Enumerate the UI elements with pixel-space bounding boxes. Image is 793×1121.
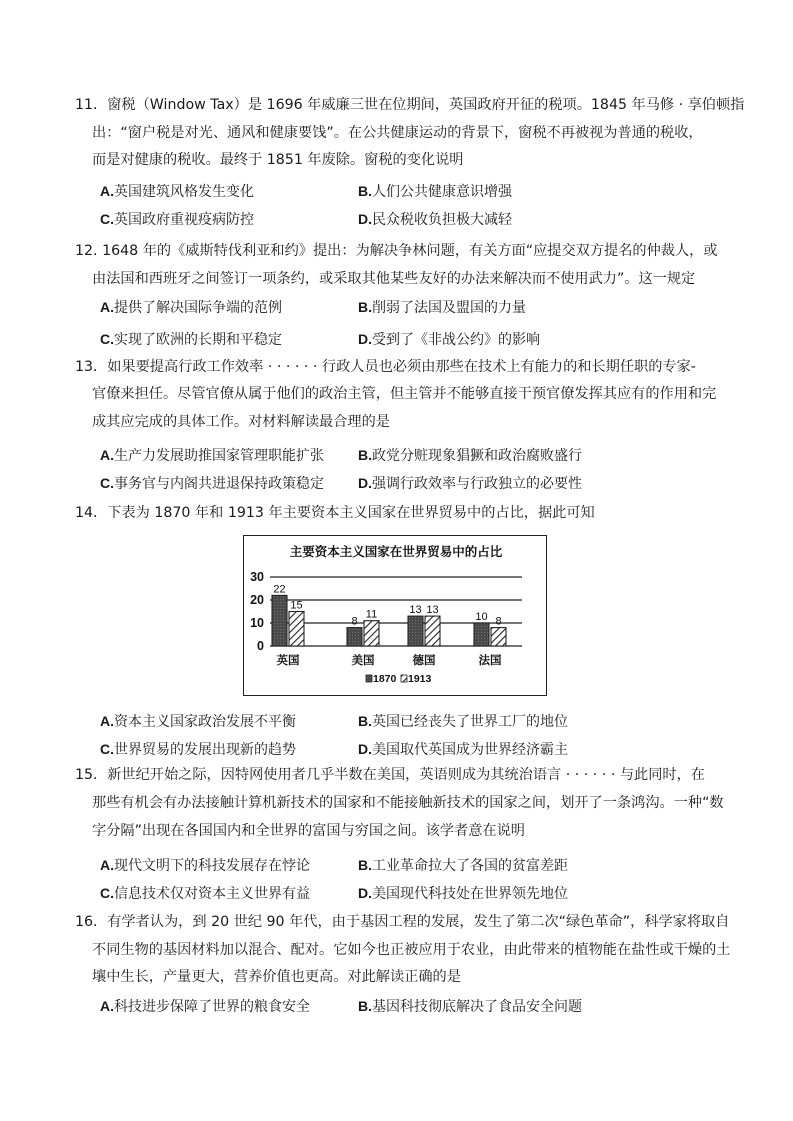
q11-line-3: 而是对健康的税收。最终于 1851 年废除。窗税的变化说明: [92, 152, 464, 168]
option-text: 资本主义国家政治发展不平衡: [114, 714, 296, 730]
option-text: 英国政府重视疫病防控: [114, 212, 254, 228]
option-text: 科技进步保障了世界的粮食安全: [114, 999, 310, 1015]
q15-line-3: 字分隔”出现在各国国内和全世界的富国与穷国之间。该学者意在说明: [92, 823, 525, 839]
option-label: D.: [358, 885, 372, 901]
option-label: B.: [358, 299, 372, 315]
chart-title: 主要资本主义国家在世界贸易中的占比: [289, 544, 503, 559]
option-text: 美国取代英国成为世界经济霸主: [372, 742, 568, 758]
q12-option-c: [100, 329, 282, 350]
option-text: 生产力发展助推国家管理职能扩张: [114, 448, 324, 464]
legend-swatch-1913: [401, 675, 407, 682]
data-label: 13: [409, 604, 422, 617]
option-text: 民众税收负担极大减轻: [372, 212, 512, 228]
option-label: B.: [358, 857, 372, 873]
legend-swatch-1870: [366, 675, 372, 682]
option-text: 工业革命拉大了各国的贫富差距: [372, 858, 568, 874]
q15-option-a: [100, 855, 310, 876]
option-label: A.: [100, 857, 114, 873]
option-label: C.: [100, 475, 114, 491]
q11-line-1: 11．窗税（Window Tax）是 1696 年威廉三世在位期间，英国政府开征的税项。1845 年马修 · 享伯顿指: [75, 97, 745, 113]
q15-option-c: [100, 883, 310, 904]
bar-1913-德国: [425, 616, 440, 646]
q15-option-b: [358, 855, 568, 876]
q15-line-1: 15．新世纪开始之际，因特网使用者几乎半数在美国，英语则成为其统治语言 · · · · · · 与此同时，在: [75, 767, 705, 783]
bar-1913-法国: [491, 628, 506, 646]
q15-option-d: [358, 883, 568, 904]
category-label: 美国: [351, 653, 375, 667]
option-label: D.: [358, 475, 372, 491]
q14-option-b: [358, 711, 568, 732]
q12-option-b: [358, 297, 526, 318]
q12-option-d: [358, 329, 540, 350]
q13-option-b: [358, 445, 582, 466]
q13-line-1: 13．如果要提高行政工作效率 · · · · · · 行政人员也必须由那些在技术上有能力的和长期任职的专家-: [75, 359, 696, 375]
bar-1913-美国: [364, 621, 379, 646]
q16-line-3: 壤中生长，产量更大，营养价值也更高。对此解读正确的是: [92, 969, 461, 985]
option-label: C.: [100, 885, 114, 901]
option-text: 英国建筑风格发生变化: [114, 184, 254, 200]
y-tick-label: 10: [250, 616, 264, 630]
bar-1870-美国: [347, 628, 362, 646]
q14-option-a: [100, 711, 296, 732]
q15-line-2: 那些有机会有办法接触计算机新技术的国家和不能接触新技术的国家之间，划开了一条鸿沟。一种“数: [92, 795, 724, 811]
q14-option-c: [100, 739, 296, 760]
option-text: 受到了《非战公约》的影响: [372, 332, 540, 348]
trade-share-chart: [243, 535, 547, 696]
option-label: A.: [100, 183, 114, 199]
bar-1870-法国: [474, 623, 489, 646]
option-label: D.: [358, 331, 372, 347]
option-text: 强调行政效率与行政独立的必要性: [372, 476, 582, 492]
option-text: 事务官与内阁共进退保持政策稳定: [114, 476, 324, 492]
option-text: 政党分赃现象猖獗和政治腐败盛行: [372, 448, 582, 464]
q16-option-a: [100, 996, 310, 1017]
option-label: B.: [358, 998, 372, 1014]
q14-line-1: 14．下表为 1870 年和 1913 年主要资本主义国家在世界贸易中的占比，据此可知: [75, 505, 595, 521]
data-label: 8: [495, 615, 502, 628]
option-label: B.: [358, 713, 372, 729]
option-label: A.: [100, 447, 114, 463]
y-tick-label: 0: [257, 639, 264, 653]
option-label: A.: [100, 713, 114, 729]
data-label: 11: [365, 608, 378, 621]
legend-label: 1870: [373, 673, 397, 685]
q12-line-1: 12. 1648 年的《威斯特伐利亚和约》提出：为解决争林问题，有关方面“应提交双方提名的仲裁人，或: [75, 243, 718, 259]
option-text: 基因科技彻底解决了食品安全问题: [372, 999, 582, 1015]
bar-1870-德国: [408, 616, 423, 646]
q11-option-b: [358, 181, 512, 202]
data-label: 8: [351, 615, 358, 628]
option-text: 实现了欧洲的长期和平稳定: [114, 332, 282, 348]
option-label: A.: [100, 299, 114, 315]
data-label: 10: [475, 611, 488, 623]
option-label: D.: [358, 211, 372, 227]
option-text: 信息技术仅对资本主义世界有益: [114, 886, 310, 902]
option-label: C.: [100, 741, 114, 757]
legend-label: 1913: [408, 673, 432, 685]
q11-option-c: [100, 209, 254, 230]
y-tick-label: 30: [250, 570, 264, 584]
category-label: 德国: [412, 653, 436, 667]
category-label: 法国: [478, 653, 502, 667]
option-text: 英国已经丧失了世界工厂的地位: [372, 714, 568, 730]
option-label: C.: [100, 331, 114, 347]
q13-option-d: [358, 473, 582, 494]
option-text: 世界贸易的发展出现新的趋势: [114, 742, 296, 758]
data-label: 13: [426, 604, 439, 617]
q13-option-c: [100, 473, 324, 494]
q12-option-a: [100, 297, 282, 318]
data-label: 15: [290, 599, 303, 612]
option-text: 现代文明下的科技发展存在悖论: [114, 858, 310, 874]
q16-line-2: 不同生物的基因材料加以混合、配对。它如今也正被应用于农业，由此带来的植物能在盐性或干燥的土: [92, 942, 731, 958]
q14-option-d: [358, 739, 568, 760]
q11-option-a: [100, 181, 254, 202]
y-tick-label: 20: [250, 593, 264, 607]
q11-option-d: [358, 209, 512, 230]
q16-line-1: 16．有学者认为，到 20 世纪 90 年代，由于基因工程的发展，发生了第二次“绿色革命”，科学家将取自: [75, 914, 730, 930]
option-label: C.: [100, 211, 114, 227]
option-label: B.: [358, 447, 372, 463]
q12-line-2: 由法国和西班牙之间签订一项条约，或采取其他某些友好的办法来解决而不使用武力”。这一规定: [92, 271, 696, 287]
chart-canvas: [244, 536, 548, 697]
q11-line-2: 出：“窗户税是对光、通风和健康要饯”。在公共健康运动的背景下，窗税不再被视为普通的税收，: [92, 125, 703, 141]
option-text: 人们公共健康意识增强: [372, 184, 512, 200]
q16-option-b: [358, 996, 582, 1017]
category-label: 英国: [276, 653, 300, 667]
data-label: 22: [273, 583, 286, 596]
option-label: D.: [358, 741, 372, 757]
bar-1913-英国: [289, 612, 304, 647]
option-label: B.: [358, 183, 372, 199]
q13-line-3: 成其应完成的具体工作。对材料解读最合理的是: [92, 414, 390, 430]
q13-line-2: 官僚来担任。尽管官僚从属于他们的政治主管，但主管并不能够直接干预官僚发挥其应有的作用和完: [92, 386, 717, 402]
option-text: 削弱了法国及盟国的力量: [372, 300, 526, 316]
option-label: A.: [100, 998, 114, 1014]
bar-1870-英国: [272, 595, 287, 646]
option-text: 美国现代科技处在世界领先地位: [372, 886, 568, 902]
q13-option-a: [100, 445, 324, 466]
option-text: 提供了解决国际争端的范例: [114, 300, 282, 316]
